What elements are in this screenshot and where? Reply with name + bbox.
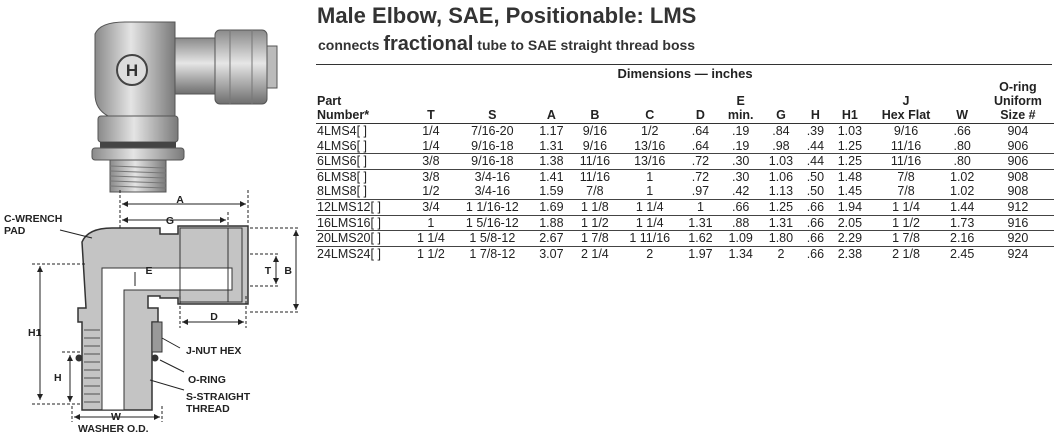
label-s-straight: S-STRAIGHT: [186, 391, 251, 403]
cell-a: 1.17: [539, 124, 564, 138]
cell-h1: 1.94: [830, 199, 869, 215]
cell-t: 1/4: [422, 124, 440, 138]
cell-t: 3/4: [409, 199, 453, 215]
cell-c: 1 1/4: [619, 199, 681, 215]
table-row: [316, 246, 1054, 261]
cell-g: 2: [777, 246, 785, 261]
page-subtitle: connects fractional tube to SAE straight thread boss: [318, 33, 696, 55]
cell-d: .72: [681, 154, 720, 170]
cell-b: 7/8: [571, 184, 619, 199]
header-rule: [316, 64, 1052, 65]
cell-h: .50: [801, 184, 831, 199]
cell-j: 2 1/8: [892, 246, 920, 261]
cell-d: 1.31: [681, 215, 720, 231]
cell-w: 1.44: [943, 199, 982, 215]
cell-j: 1 1/4: [870, 199, 943, 215]
cell-j: 1 1/2: [870, 215, 943, 231]
column-header-d: D: [681, 80, 720, 124]
label-o-ring: O-RING: [188, 374, 226, 386]
cell-h: .66: [801, 199, 831, 215]
cell-h1: 1.25: [830, 154, 869, 170]
cell-b: 11/16: [579, 169, 611, 184]
cell-t: 1 1/4: [409, 231, 453, 247]
cell-g: 1.31: [761, 215, 800, 231]
cell-h: .66: [801, 231, 831, 247]
cell-w: 1.73: [943, 215, 982, 231]
cell-c: 2: [646, 246, 654, 261]
cell-e: .66: [720, 199, 761, 215]
cell-d: 1.62: [681, 231, 720, 247]
table-header-row: [316, 80, 1054, 124]
column-header-a: A: [532, 80, 571, 124]
cell-b: 11/16: [571, 154, 619, 170]
cell-w: 1.02: [943, 184, 982, 199]
cell-h1: 2.38: [837, 246, 863, 261]
cell-e: .19: [720, 139, 761, 154]
cell-s: 1 5/8-12: [453, 231, 532, 247]
cell-d: .72: [691, 169, 710, 184]
cell-g: 1.80: [761, 231, 800, 247]
cell-oring: 924: [1007, 246, 1029, 261]
dim-label-a: A: [176, 194, 184, 206]
table-row: [316, 139, 1054, 154]
cell-s: 1 7/8-12: [469, 246, 516, 261]
cell-g: .84: [772, 124, 790, 138]
cell-oring: 906: [982, 139, 1054, 154]
cell-w: .80: [943, 139, 982, 154]
cell-e: .30: [731, 169, 750, 184]
cell-e: .30: [720, 154, 761, 170]
cell-s: 9/16-18: [453, 154, 532, 170]
table-row: [316, 154, 1054, 170]
cell-j: 9/16: [893, 124, 919, 138]
cell-s: 1 5/16-12: [453, 215, 532, 231]
cell-e: 1.34: [728, 246, 753, 261]
dim-label-h: H: [54, 372, 62, 384]
brand-logo: [117, 55, 147, 85]
cell-b: 9/16: [582, 124, 608, 138]
dim-label-t: T: [264, 265, 272, 277]
cell-a: 1.31: [532, 139, 571, 154]
cell-j: 7/8: [897, 169, 915, 184]
cell-h: .66: [801, 215, 831, 231]
cell-s: 3/4-16: [474, 169, 511, 184]
cell-j: 11/16: [870, 139, 943, 154]
table-row: [316, 124, 1054, 139]
column-header-t: T: [409, 80, 453, 124]
part-number-cell: 20LMS20[ ]: [316, 231, 409, 247]
part-number-cell: 4LMS4[ ]: [317, 124, 368, 138]
cell-t: 3/8: [409, 154, 453, 170]
label-j-nut-hex: J-NUT HEX: [186, 345, 242, 357]
label-pad: PAD: [4, 225, 26, 237]
column-header-e: E min.: [720, 80, 761, 124]
table-row: [316, 184, 1054, 199]
column-header-g: G: [761, 80, 800, 124]
part-number-cell: 12LMS12[ ]: [316, 199, 409, 215]
part-number-cell: 6LMS6[ ]: [316, 154, 409, 170]
cell-t: 1: [409, 215, 453, 231]
cell-t: 1/4: [409, 139, 453, 154]
cell-g: 1.03: [761, 154, 800, 170]
dim-label-h1: H1: [28, 327, 42, 339]
cell-h: .66: [806, 246, 825, 261]
cell-h1: 2.29: [830, 231, 869, 247]
cell-g: 1.13: [761, 184, 800, 199]
cell-s: 7/16-20: [471, 124, 514, 138]
part-number-cell: 24LMS24[ ]: [317, 246, 381, 261]
label-thread: THREAD: [186, 403, 230, 415]
cell-g: .98: [761, 139, 800, 154]
table-row: [316, 231, 1054, 247]
column-header-j: J Hex Flat: [870, 80, 943, 124]
cell-w: 2.16: [943, 231, 982, 247]
column-header-s: S: [453, 80, 532, 124]
cell-a: 1.59: [532, 184, 571, 199]
cell-a: 1.38: [532, 154, 571, 170]
cell-b: 1 7/8: [571, 231, 619, 247]
cell-s: 1 1/16-12: [453, 199, 532, 215]
cell-g: 1.06: [768, 169, 794, 184]
cell-e: 1.09: [720, 231, 761, 247]
part-number-cell: 16LMS16[ ]: [316, 215, 409, 231]
cell-d: 1: [681, 199, 720, 215]
cell-b: 1 1/8: [571, 199, 619, 215]
table-body: [316, 124, 1054, 262]
cell-oring: 920: [982, 231, 1054, 247]
table-row: [316, 169, 1054, 184]
column-header-oring: O-ring Uniform Size #: [982, 80, 1054, 124]
column-header-b: B: [571, 80, 619, 124]
cell-a: 3.07: [539, 246, 564, 261]
cell-t: 1 1/2: [416, 246, 445, 261]
column-header-h1: H1: [830, 80, 869, 124]
cell-e: .19: [731, 124, 750, 138]
dim-label-g: G: [165, 215, 175, 227]
cell-h: .44: [801, 154, 831, 170]
cell-h1: 1.25: [830, 139, 869, 154]
cell-s: 3/4-16: [453, 184, 532, 199]
cell-oring: 906: [982, 154, 1054, 170]
column-header-w: W: [943, 80, 982, 124]
table-row: [316, 199, 1054, 215]
cell-h1: 1.45: [830, 184, 869, 199]
cell-j: 7/8: [870, 184, 943, 199]
dim-label-w: W: [111, 411, 121, 423]
cell-t: 3/8: [422, 169, 440, 184]
dim-label-d: D: [210, 311, 218, 323]
cell-b: 2 1/4: [580, 246, 609, 261]
cell-h: .50: [806, 169, 825, 184]
column-header-h: H: [801, 80, 831, 124]
cell-a: 1.69: [532, 199, 571, 215]
cell-b: 9/16: [571, 139, 619, 154]
cell-h1: 1.03: [837, 124, 863, 138]
part-number-cell: 4LMS6[ ]: [316, 139, 409, 154]
cell-c: 1/2: [641, 124, 659, 138]
cell-d: 1.97: [688, 246, 713, 261]
column-header-part: Part Number*: [316, 80, 409, 124]
part-number-cell: 6LMS8[ ]: [317, 169, 368, 184]
cell-oring: 916: [982, 215, 1054, 231]
cell-w: 2.45: [950, 246, 975, 261]
dimensions-table: [316, 80, 1054, 261]
cell-h1: 2.05: [830, 215, 869, 231]
svg-text:H: H: [125, 61, 139, 80]
cell-h: .44: [801, 139, 831, 154]
cell-s: 9/16-18: [453, 139, 532, 154]
cell-oring: 904: [1007, 124, 1029, 138]
page-title: Male Elbow, SAE, Positionable: LMS: [317, 3, 697, 28]
cell-oring: 908: [1007, 169, 1029, 184]
cell-a: 2.67: [532, 231, 571, 247]
cell-g: 1.25: [761, 199, 800, 215]
cell-e: .88: [720, 215, 761, 231]
cell-w: 1.02: [950, 169, 975, 184]
cell-c: 1: [619, 184, 681, 199]
cell-c: 1 1/4: [619, 215, 681, 231]
cell-j: 11/16: [870, 154, 943, 170]
cell-a: 1.88: [532, 215, 571, 231]
cell-t: 1/2: [409, 184, 453, 199]
label-washer-od: WASHER O.D.: [78, 423, 149, 435]
dimension-drawing: [0, 190, 312, 436]
cell-c: 13/16: [619, 139, 681, 154]
cell-oring: 908: [982, 184, 1054, 199]
cell-h1: 1.48: [837, 169, 863, 184]
product-photo: [70, 4, 280, 196]
cell-h: .39: [806, 124, 825, 138]
cell-oring: 912: [982, 199, 1054, 215]
dim-label-e: E: [145, 265, 153, 277]
dimensions-header: Dimensions — inches: [617, 66, 753, 81]
cell-d: .64: [691, 124, 710, 138]
cell-d: .97: [681, 184, 720, 199]
cell-d: .64: [681, 139, 720, 154]
cell-a: 1.41: [539, 169, 564, 184]
table-row: [316, 215, 1054, 231]
cell-w: .80: [943, 154, 982, 170]
cell-e: .42: [720, 184, 761, 199]
column-header-c: C: [619, 80, 681, 124]
cell-c: 1 11/16: [619, 231, 681, 247]
cell-b: 1 1/2: [571, 215, 619, 231]
dim-label-b: B: [284, 265, 292, 277]
cell-w: .66: [953, 124, 971, 138]
part-number-cell: 8LMS8[ ]: [316, 184, 409, 199]
label-c-wrench: C-WRENCH: [4, 213, 63, 225]
cell-j: 1 7/8: [870, 231, 943, 247]
cell-c: 13/16: [619, 154, 681, 170]
cell-c: 1: [646, 169, 654, 184]
